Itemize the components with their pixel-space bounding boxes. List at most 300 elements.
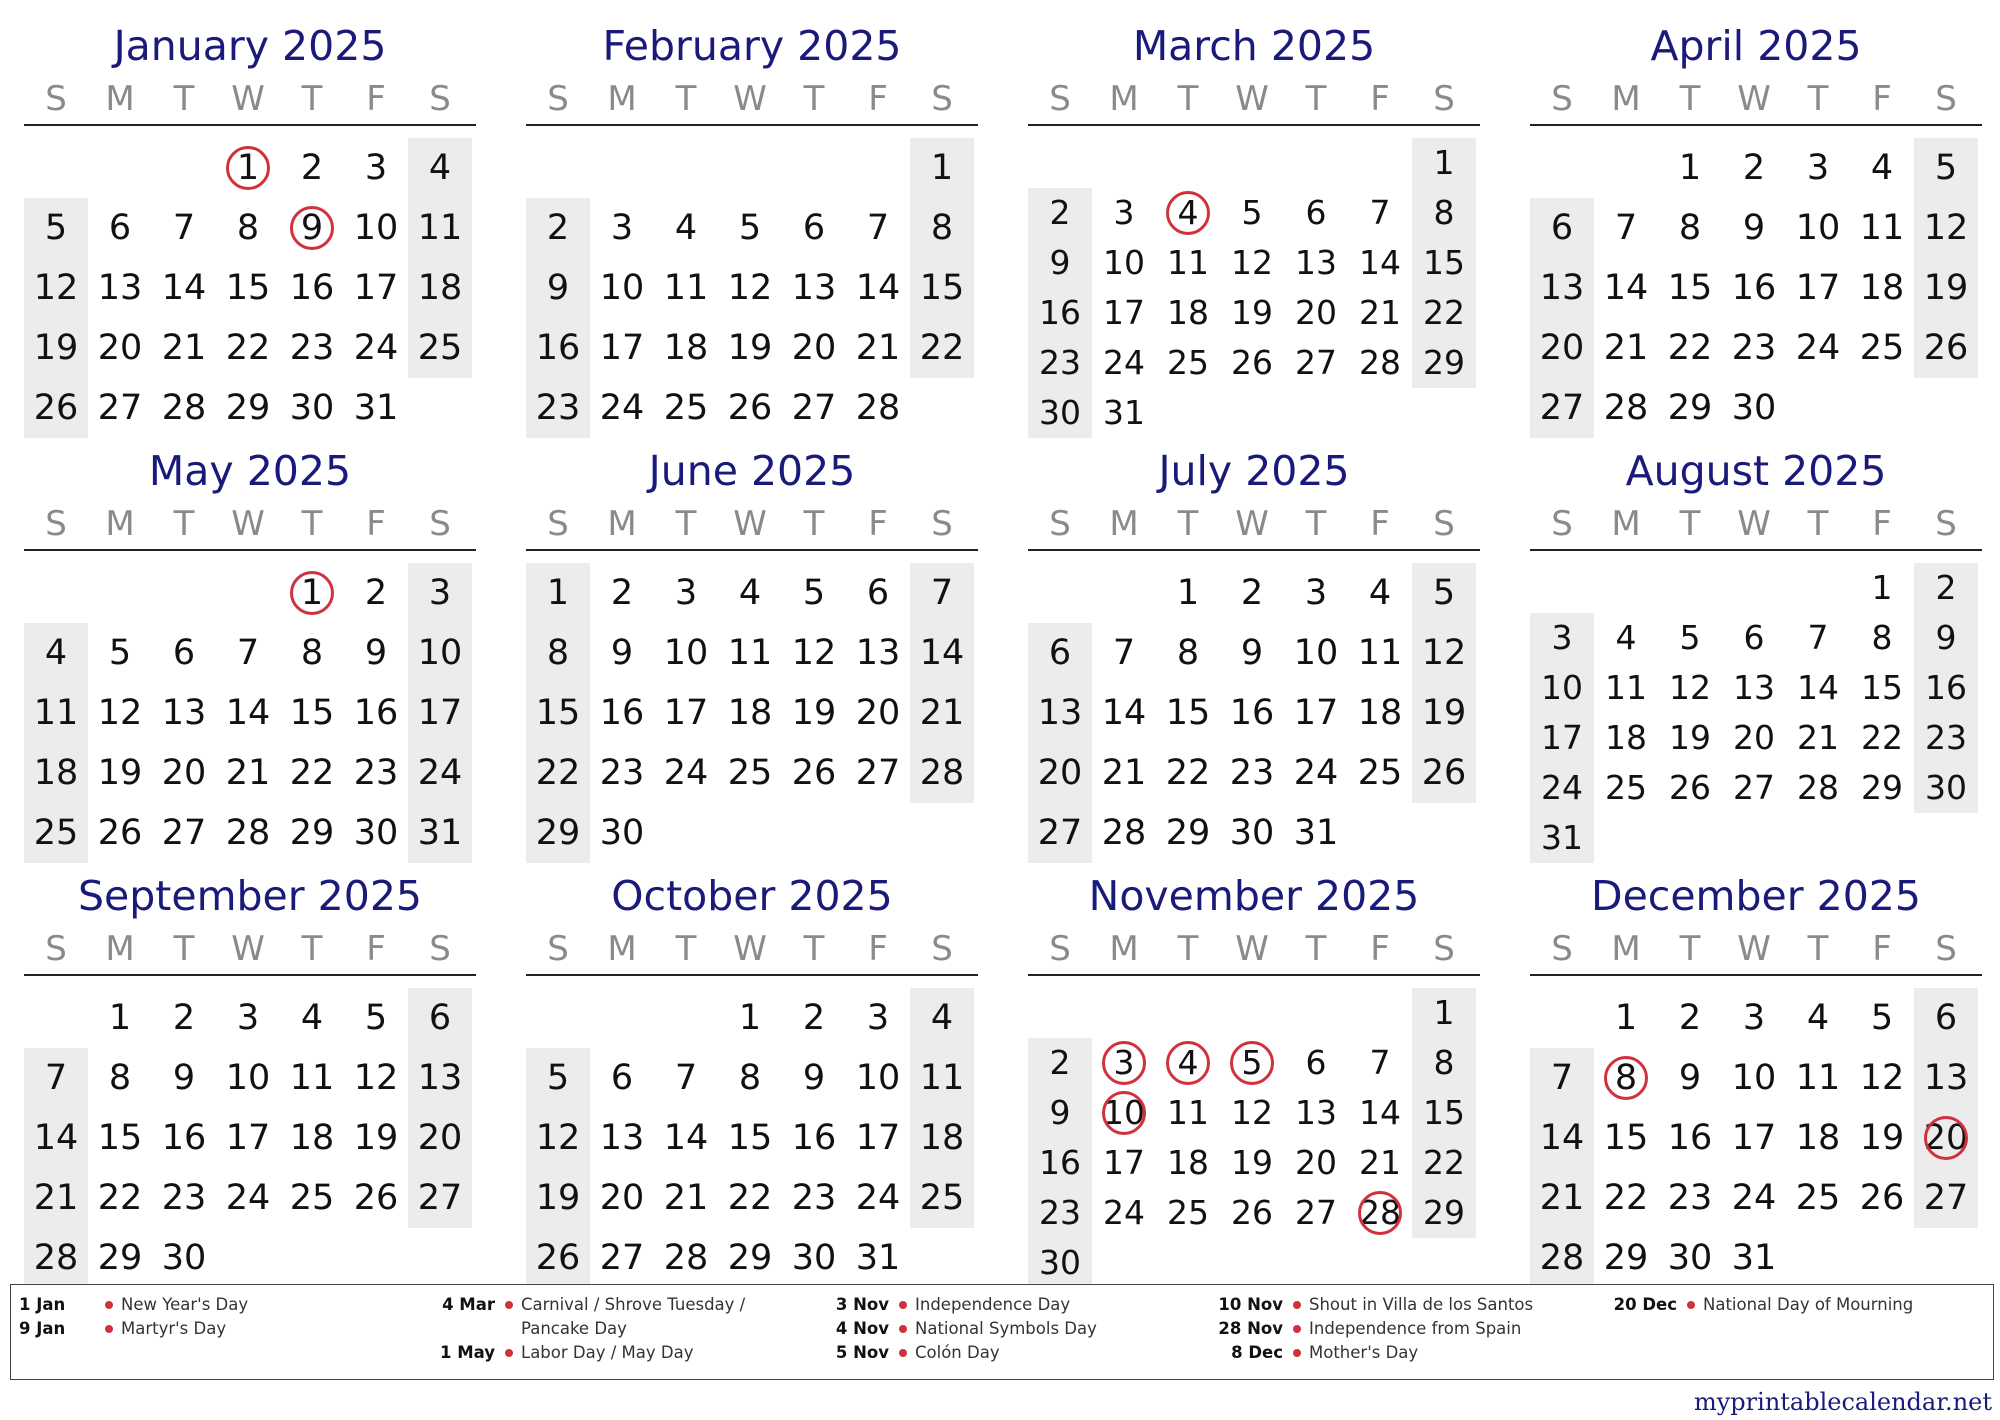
weekday-letter: S [45,79,67,119]
holiday-name: Martyr's Day [121,1319,227,1338]
day-number: 26 [535,1238,581,1278]
weekday-letter: F [366,929,386,969]
weekday-letter: T [803,79,825,119]
day-number: 13 [791,268,837,308]
day-number: 16 [1925,668,1967,707]
day-number: 23 [1039,1193,1081,1232]
day-number: 21 [1359,293,1401,332]
day-number: 11 [663,268,709,308]
day-number: 18 [663,328,709,368]
day-number: 27 [1037,813,1083,853]
month-title: May 2025 [148,447,352,495]
day-number: 17 [663,693,709,733]
day-number: 13 [855,633,901,673]
day-number: 10 [417,633,463,673]
day-number: 8 [546,633,570,673]
day-number: 30 [161,1238,207,1278]
weekday-letter: S [1433,79,1455,119]
day-number: 22 [1165,753,1211,793]
day-number: 24 [663,753,709,793]
day-number: 15 [919,268,965,308]
holiday-date: 10 Nov [1218,1295,1283,1314]
weekday-letter: T [803,929,825,969]
weekday-letter: T [301,79,323,119]
weekday-letter: S [1551,504,1573,544]
day-number: 22 [535,753,581,793]
header-rule [526,974,978,976]
day-number: 11 [1167,1093,1209,1132]
holiday-name: Mother's Day [1309,1343,1419,1362]
weekday-letter: S [931,504,953,544]
weekday-header [1028,76,1480,122]
weekday-letter: S [1433,504,1455,544]
day-number: 23 [791,1178,837,1218]
day-number: 3 [364,148,388,188]
weekday-letter: S [45,929,67,969]
day-number: 20 [791,328,837,368]
weekday-letter: T [1305,79,1327,119]
header-rule [526,549,978,551]
weekday-header [1028,926,1480,972]
day-number: 9 [1678,1058,1702,1098]
weekday-letter: T [1679,79,1701,119]
day-number: 17 [1103,293,1145,332]
day-number: 26 [1923,328,1969,368]
month-title: June 2025 [648,447,856,495]
day-number: 1 [300,573,324,613]
day-number: 10 [855,1058,901,1098]
header-rule [24,974,476,976]
day-number: 5 [1870,998,1894,1038]
day-number: 6 [1305,193,1327,232]
weekday-header [24,501,476,547]
day-number: 18 [417,268,463,308]
day-number: 31 [1541,818,1583,857]
weekday-header [526,76,978,122]
day-number: 8 [300,633,324,673]
month-title: November 2025 [1088,872,1420,920]
day-number: 18 [1167,1143,1209,1182]
day-number: 25 [33,813,79,853]
day-number: 28 [1539,1238,1585,1278]
day-number: 6 [172,633,196,673]
day-number: 27 [1295,1193,1337,1232]
day-number: 27 [1733,768,1775,807]
header-rule [1028,549,1480,551]
day-number: 14 [1539,1118,1585,1158]
day-number: 29 [1165,813,1211,853]
month-title: August 2025 [1625,447,1887,495]
weekday-letter: M [1109,929,1139,969]
day-number: 10 [599,268,645,308]
weekday-letter: W [1235,929,1269,969]
day-number: 26 [1669,768,1711,807]
day-number: 7 [1369,1043,1391,1082]
weekday-letter: S [1433,929,1455,969]
holiday-bullet [105,1325,113,1333]
day-number: 9 [1049,1093,1071,1132]
day-number: 1 [738,998,762,1038]
day-number: 17 [417,693,463,733]
day-number: 31 [1103,393,1145,432]
day-number: 17 [1103,1143,1145,1182]
day-number: 8 [1433,193,1455,232]
day-number: 7 [44,1058,68,1098]
day-number: 7 [1614,208,1638,248]
day-number: 20 [161,753,207,793]
day-number: 21 [1539,1178,1585,1218]
day-number: 26 [353,1178,399,1218]
day-number: 31 [1293,813,1339,853]
day-number: 26 [97,813,143,853]
day-number: 15 [727,1118,773,1158]
day-number: 7 [930,573,954,613]
day-number: 14 [1101,693,1147,733]
day-number: 2 [300,148,324,188]
day-number: 13 [1539,268,1585,308]
day-number: 26 [1231,343,1273,382]
day-number: 6 [428,998,452,1038]
day-number: 9 [1742,208,1766,248]
day-number: 10 [1293,633,1339,673]
weekday-letter: T [803,504,825,544]
header-rule [1028,124,1480,126]
day-number: 13 [1295,243,1337,282]
day-number: 3 [610,208,634,248]
day-number: 15 [535,693,581,733]
day-number: 18 [1859,268,1905,308]
weekday-letter: S [429,504,451,544]
month-block [1530,870,1982,1288]
day-number: 8 [1614,1058,1638,1098]
day-number: 10 [1541,668,1583,707]
day-number: 29 [97,1238,143,1278]
day-number: 30 [1039,393,1081,432]
day-number: 12 [727,268,773,308]
day-number: 11 [727,633,773,673]
weekday-letter: T [1177,504,1199,544]
weekday-letter: F [868,79,888,119]
day-number: 29 [1423,1193,1465,1232]
day-number: 7 [1807,618,1829,657]
weekday-letter: T [1305,929,1327,969]
day-number: 22 [1861,718,1903,757]
day-number: 23 [599,753,645,793]
day-number: 4 [674,208,698,248]
day-number: 14 [161,268,207,308]
day-number: 28 [1359,343,1401,382]
month-title: February 2025 [602,22,902,70]
day-number: 24 [417,753,463,793]
day-number: 27 [161,813,207,853]
day-number: 1 [930,148,954,188]
weekday-letter: T [173,79,195,119]
day-number: 1 [546,573,570,613]
weekday-letter: F [868,929,888,969]
holiday-circle [1166,191,1210,235]
month-title: April 2025 [1650,22,1862,70]
weekday-header [526,926,978,972]
weekday-letter: W [733,79,767,119]
day-number: 29 [1861,768,1903,807]
day-number: 2 [1049,193,1071,232]
day-number: 4 [300,998,324,1038]
day-number: 2 [1049,1043,1071,1082]
day-number: 5 [802,573,826,613]
month-block [1028,870,1480,1288]
weekday-header [24,76,476,122]
day-number: 30 [1229,813,1275,853]
weekday-letter: S [931,79,953,119]
day-number: 29 [289,813,335,853]
weekday-letter: T [675,504,697,544]
day-number: 4 [1870,148,1894,188]
day-number: 10 [1795,208,1841,248]
weekday-letter: S [1935,79,1957,119]
weekday-letter: T [1679,929,1701,969]
day-number: 22 [97,1178,143,1218]
day-number: 20 [1037,753,1083,793]
day-number: 6 [1305,1043,1327,1082]
day-number: 28 [663,1238,709,1278]
day-number: 15 [1667,268,1713,308]
day-number: 13 [1037,693,1083,733]
weekday-letter: M [105,929,135,969]
day-number: 17 [1541,718,1583,757]
day-number: 23 [353,753,399,793]
day-number: 14 [225,693,271,733]
day-number: 5 [1241,193,1263,232]
weekday-letter: S [1935,929,1957,969]
day-number: 28 [33,1238,79,1278]
day-number: 9 [172,1058,196,1098]
weekday-letter: T [1679,504,1701,544]
day-number: 16 [535,328,581,368]
day-number: 30 [1731,388,1777,428]
holiday-name: Labor Day / May Day [521,1343,694,1362]
day-number: 29 [1667,388,1713,428]
day-number: 24 [599,388,645,428]
day-number: 4 [1806,998,1830,1038]
day-number: 19 [535,1178,581,1218]
day-number: 19 [353,1118,399,1158]
holiday-date: 5 Nov [835,1343,889,1362]
day-number: 1 [1678,148,1702,188]
day-number: 14 [855,268,901,308]
weekday-letter: W [231,504,265,544]
holiday-bullet [105,1301,113,1309]
day-number: 3 [1806,148,1830,188]
day-number: 10 [353,208,399,248]
day-number: 29 [1423,343,1465,382]
day-number: 23 [1731,328,1777,368]
day-number: 24 [225,1178,271,1218]
day-number: 16 [791,1118,837,1158]
weekday-letter: W [231,79,265,119]
day-number: 5 [546,1058,570,1098]
day-number: 20 [97,328,143,368]
day-number: 28 [1797,768,1839,807]
day-number: 29 [535,813,581,853]
day-number: 2 [172,998,196,1038]
day-number: 31 [417,813,463,853]
day-number: 20 [1295,293,1337,332]
day-number: 4 [44,633,68,673]
day-number: 14 [1359,1093,1401,1132]
day-number: 29 [1603,1238,1649,1278]
holiday-name: National Day of Mourning [1703,1295,1914,1314]
day-number: 23 [1925,718,1967,757]
day-number: 27 [1923,1178,1969,1218]
day-number: 6 [108,208,132,248]
day-number: 21 [33,1178,79,1218]
day-number: 24 [1103,343,1145,382]
day-number: 22 [1423,1143,1465,1182]
day-number: 8 [1176,633,1200,673]
month-block [1028,20,1480,438]
weekday-letter: M [1611,504,1641,544]
day-number: 7 [1112,633,1136,673]
holiday-circle [290,206,334,250]
day-number: 4 [1177,193,1199,232]
day-number: 20 [1295,1143,1337,1182]
day-number: 18 [1605,718,1647,757]
day-number: 19 [727,328,773,368]
weekday-letter: S [1049,504,1071,544]
weekday-header [24,926,476,972]
month-title: January 2025 [113,22,387,70]
day-number: 7 [866,208,890,248]
weekday-letter: T [173,504,195,544]
weekday-letter: W [733,929,767,969]
day-number: 4 [930,998,954,1038]
day-number: 25 [919,1178,965,1218]
day-number: 3 [866,998,890,1038]
day-number: 28 [1359,1193,1401,1232]
day-number: 18 [33,753,79,793]
day-number: 21 [919,693,965,733]
holiday-circle [1102,1041,1146,1085]
day-number: 9 [364,633,388,673]
day-number: 13 [97,268,143,308]
month-block [526,20,978,438]
day-number: 29 [225,388,271,428]
holiday-bullet [899,1349,907,1357]
day-number: 23 [535,388,581,428]
day-number: 26 [1421,753,1467,793]
holiday-date: 4 Mar [442,1295,495,1314]
holiday-name: New Year's Day [121,1295,249,1314]
day-number: 2 [1240,573,1264,613]
day-number: 29 [727,1238,773,1278]
weekday-letter: M [105,504,135,544]
day-number: 30 [1925,768,1967,807]
weekday-letter: S [547,504,569,544]
day-number: 5 [1934,148,1958,188]
day-number: 15 [1423,243,1465,282]
day-number: 27 [1295,343,1337,382]
day-number: 21 [855,328,901,368]
day-number: 22 [727,1178,773,1218]
day-number: 18 [1795,1118,1841,1158]
day-number: 10 [663,633,709,673]
day-number: 12 [33,268,79,308]
day-number: 30 [1667,1238,1713,1278]
weekday-letter: T [301,929,323,969]
holiday-date: 3 Nov [835,1295,889,1314]
weekday-letter: S [931,929,953,969]
day-number: 2 [546,208,570,248]
day-number: 21 [1101,753,1147,793]
day-number: 16 [1731,268,1777,308]
header-rule [1530,549,1982,551]
day-number: 19 [1859,1118,1905,1158]
day-number: 18 [919,1118,965,1158]
day-number: 15 [1165,693,1211,733]
day-number: 5 [44,208,68,248]
day-number: 5 [364,998,388,1038]
holiday-name: Shout in Villa de los Santos [1309,1295,1534,1314]
day-number: 28 [855,388,901,428]
weekday-letter: T [675,929,697,969]
day-number: 30 [791,1238,837,1278]
day-number: 2 [1742,148,1766,188]
day-number: 1 [108,998,132,1038]
day-number: 15 [289,693,335,733]
day-number: 20 [855,693,901,733]
holiday-bullet [1293,1325,1301,1333]
day-number: 12 [535,1118,581,1158]
month-title: July 2025 [1158,447,1350,495]
day-number: 17 [225,1118,271,1158]
month-block [1530,20,1982,438]
day-number: 10 [1731,1058,1777,1098]
month-title: December 2025 [1591,872,1921,920]
weekday-letter: M [1611,929,1641,969]
day-number: 25 [289,1178,335,1218]
day-number: 15 [1423,1093,1465,1132]
day-number: 9 [300,208,324,248]
holiday-bullet [899,1325,907,1333]
weekday-header [1028,501,1480,547]
day-number: 28 [1101,813,1147,853]
holiday-circle [1604,1056,1648,1100]
month-title: October 2025 [611,872,893,920]
day-number: 5 [108,633,132,673]
day-number: 14 [1603,268,1649,308]
day-number: 5 [1241,1043,1263,1082]
day-number: 28 [225,813,271,853]
day-number: 28 [1603,388,1649,428]
day-number: 23 [289,328,335,368]
day-number: 3 [1551,618,1573,657]
day-number: 19 [1923,268,1969,308]
weekday-letter: S [1935,504,1957,544]
weekday-letter: F [366,504,386,544]
day-number: 16 [1229,693,1275,733]
day-number: 24 [855,1178,901,1218]
holiday-legend [10,1284,1994,1380]
day-number: 24 [353,328,399,368]
day-number: 12 [1923,208,1969,248]
holiday-circle [1230,1041,1274,1085]
day-number: 7 [1369,193,1391,232]
day-number: 19 [791,693,837,733]
header-rule [1530,974,1982,976]
day-number: 9 [610,633,634,673]
day-number: 30 [289,388,335,428]
holiday-bullet [1293,1301,1301,1309]
